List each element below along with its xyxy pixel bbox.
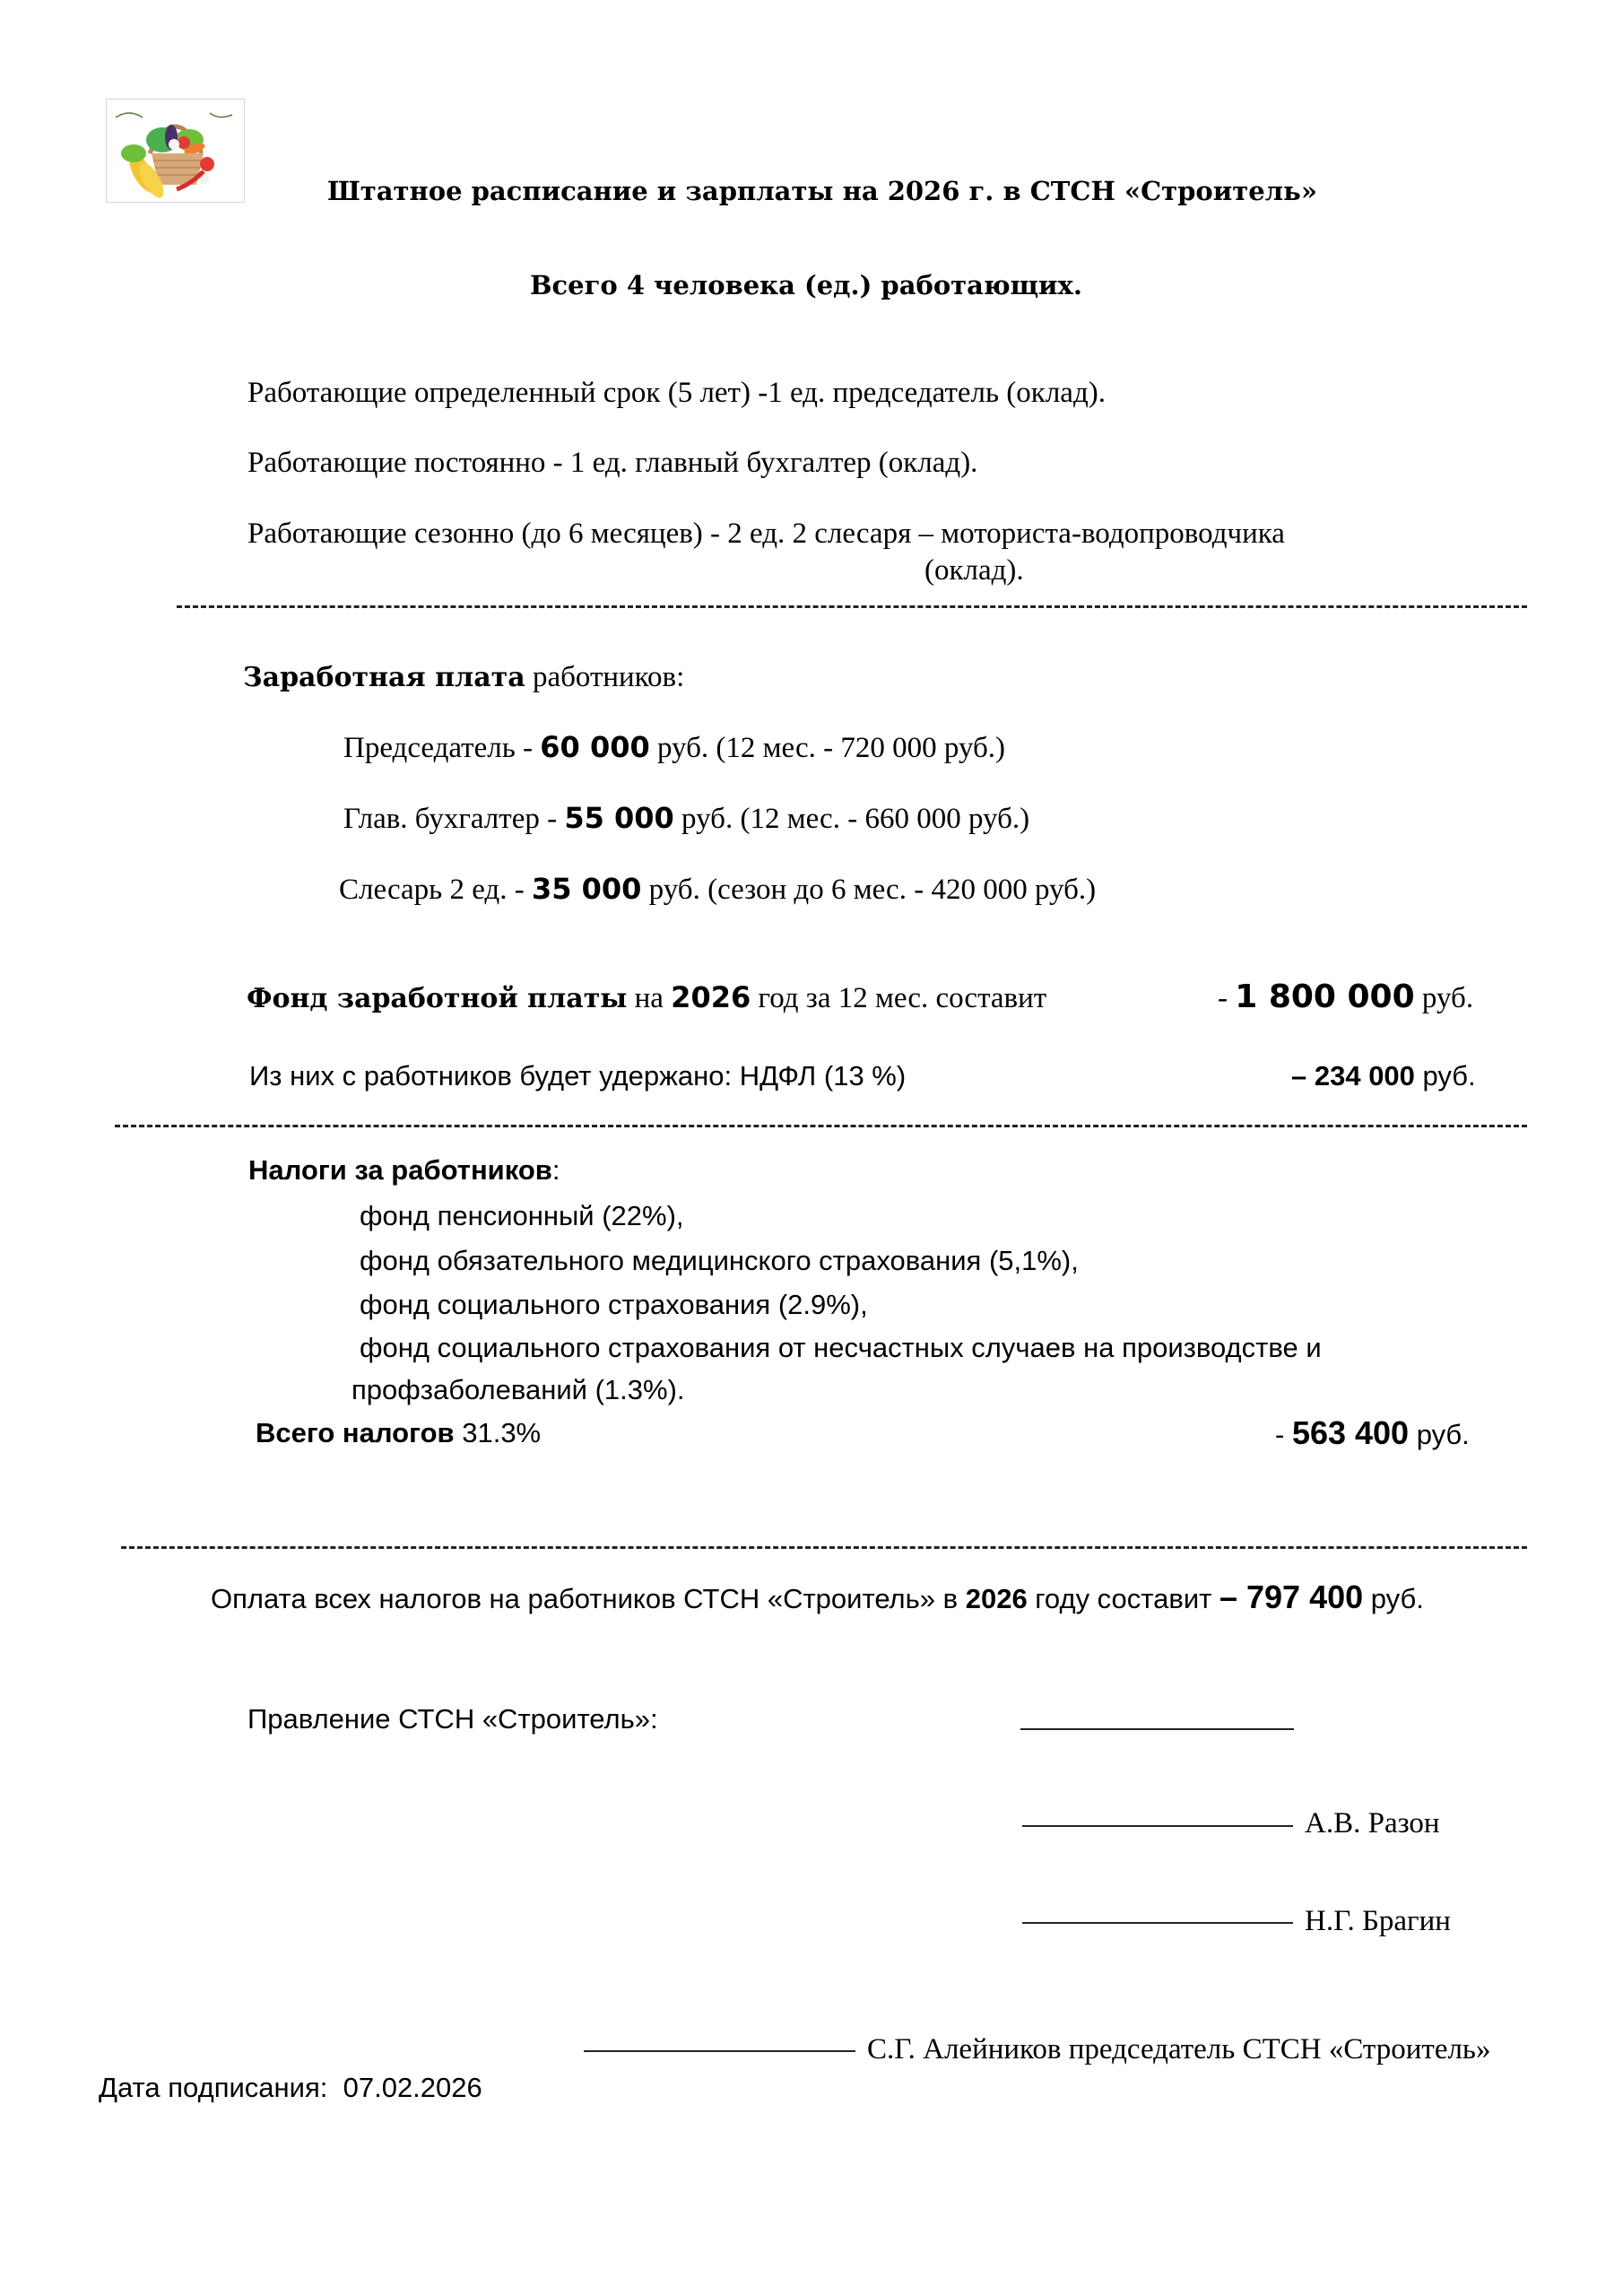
withheld-total — [1291, 1060, 1476, 1092]
signing-date-value: 07.02.2026 — [343, 2072, 482, 2103]
signer-name: С.Г. Алейников председатель СТСН «Строитель» — [867, 2033, 1491, 2066]
payroll-fund-bold: Фонд заработной платы — [247, 983, 628, 1014]
taxes-total-percent: 31.3% — [454, 1417, 542, 1448]
summary-line — [211, 1578, 1424, 1616]
tax-item: фонд социального страхования от несчастных случаев на производстве и — [360, 1332, 1322, 1363]
tax-item: фонд социального страхования (2.9%), — [360, 1289, 868, 1320]
signing-date-label: Дата подписания: — [99, 2072, 328, 2103]
taxes-total — [1275, 1414, 1470, 1452]
staffing-line: Работающие постоянно - 1 ед. главный бухгалтер (оклад). — [247, 447, 978, 479]
page-subtitle: Всего 4 человека (ед.) работающих. — [530, 270, 1082, 300]
tax-item-continuation: профзаболеваний (1.3%). — [352, 1374, 685, 1405]
taxes-total-amount: 563 400 — [1291, 1414, 1410, 1451]
section-divider — [115, 1125, 1527, 1127]
salary-heading — [243, 661, 684, 694]
staffing-line-continuation: (оклад). — [924, 554, 1024, 587]
vegetable-basket-logo — [106, 99, 245, 203]
section-divider — [177, 605, 1527, 608]
board-label: Правление СТСН «Строитель»: — [247, 1703, 658, 1735]
salary-row — [339, 872, 1096, 907]
signer-name: Н.Г. Брагин — [1305, 1905, 1451, 1937]
taxes-total-label — [256, 1417, 541, 1449]
taxes-total-currency: руб. — [1409, 1419, 1470, 1450]
summary-text: году составит — [1027, 1583, 1219, 1614]
salary-role: Слесарь 2 ед. - — [339, 874, 532, 906]
page-title: Штатное расписание и зарплаты на 2026 г. в СТСН «Строитель» — [327, 176, 1317, 206]
withheld-label: Из них с работников будет удержано: НДФЛ (13 %) — [249, 1060, 907, 1091]
salary-details: руб. (12 мес. - 660 000 руб.) — [673, 803, 1030, 835]
withheld-currency: руб. — [1414, 1060, 1476, 1091]
section-divider — [121, 1546, 1527, 1549]
signature-line[interactable] — [1022, 1922, 1293, 1924]
signer-name: А.В. Разон — [1305, 1807, 1440, 1839]
summary-amount: 797 400 — [1246, 1578, 1364, 1615]
summary-text: Оплата всех налогов на работников СТСН «Строитель» в — [211, 1583, 966, 1614]
salary-role: Глав. бухгалтер - — [343, 803, 565, 835]
tax-item: фонд пенсионный (22%), — [360, 1200, 684, 1231]
taxes-total-bold: Всего налогов — [256, 1417, 455, 1448]
summary-year: 2026 — [965, 1583, 1028, 1614]
salary-row — [343, 801, 1029, 836]
taxes-heading-colon: : — [551, 1154, 560, 1186]
payroll-fund-dash: - — [1218, 982, 1236, 1014]
payroll-fund-year: 2026 — [671, 980, 751, 1014]
signature-line[interactable] — [584, 2050, 855, 2052]
salary-details: руб. (сезон до 6 мес. - 420 000 руб.) — [641, 874, 1097, 906]
salary-amount: 35 000 — [531, 872, 642, 906]
signature-line[interactable] — [1022, 1825, 1293, 1827]
taxes-heading-bold: Налоги за работников — [248, 1154, 552, 1186]
salary-amount: 60 000 — [540, 730, 650, 764]
salary-role: Председатель - — [343, 732, 541, 764]
payroll-fund-currency: руб. — [1414, 982, 1474, 1014]
salary-heading-rest: работников: — [525, 661, 685, 693]
payroll-fund-text: год за 12 мес. составит — [751, 982, 1047, 1014]
tax-item: фонд обязательного медицинского страхования (5,1%), — [360, 1245, 1079, 1276]
basket-icon — [107, 100, 244, 202]
summary-dash: – — [1219, 1578, 1246, 1615]
salary-amount: 55 000 — [564, 801, 674, 835]
withheld-amount: 234 000 — [1314, 1060, 1415, 1091]
summary-currency: руб. — [1363, 1583, 1424, 1614]
salary-heading-bold: Заработная плата — [243, 662, 525, 693]
taxes-total-dash: - — [1275, 1419, 1292, 1450]
payroll-fund-text: на — [627, 982, 672, 1014]
withheld-dash: – — [1291, 1060, 1315, 1091]
salary-row — [343, 730, 1005, 765]
signature-line[interactable] — [1020, 1728, 1294, 1730]
taxes-heading — [248, 1154, 560, 1187]
signing-date — [99, 2072, 482, 2104]
staffing-line: Работающие определенный срок (5 лет) -1 ед. председатель (оклад). — [247, 377, 1106, 409]
staffing-line: Работающие сезонно (до 6 месяцев) - 2 ед. 2 слесаря – моториста-водопроводчика — [247, 517, 1285, 550]
payroll-fund-total — [1218, 978, 1473, 1015]
payroll-fund-label — [247, 980, 1046, 1015]
salary-details: руб. (12 мес. - 720 000 руб.) — [649, 732, 1006, 764]
payroll-fund-amount: 1 800 000 — [1235, 978, 1415, 1015]
